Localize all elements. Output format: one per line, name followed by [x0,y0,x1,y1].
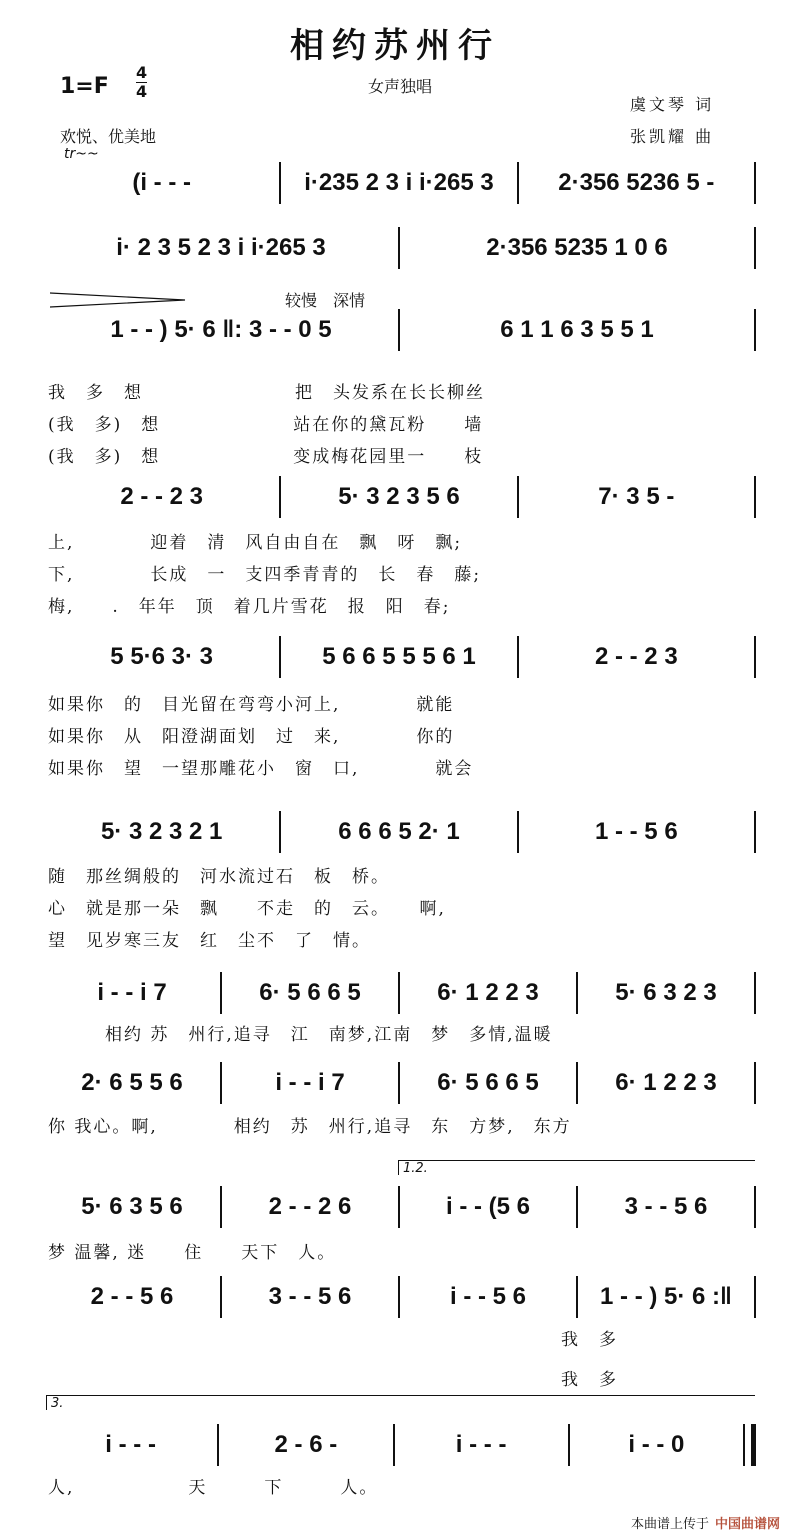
measure: 3 - - 5 6 [268,1283,352,1310]
lyric-line: 下, 长成 一 支四季青青的 长 春 藤; [48,565,482,585]
barline [754,1276,756,1318]
measure: 6· 1 2 2 3 [615,1069,717,1096]
measure: 2·356 5235 1 0 6 [486,234,668,261]
lyric-line: 上, 迎着 清 风自由自在 飘 呀 飘; [48,533,463,553]
key-signature: 1=F [60,74,109,99]
tempo-change: 较慢 深情 [285,291,366,310]
time-bottom: 4 [136,82,148,101]
score-system [44,637,756,677]
time-signature [136,64,147,101]
barline [754,1062,756,1104]
score-system [44,812,756,852]
measure: 7· 3 5 - [598,483,675,510]
site-logo[interactable]: 中国曲谱网 [714,1517,780,1532]
volta-1-2: 1.2. [398,1160,755,1175]
lyric-line: 梅, . 年年 顶 着几片雪花 报 阳 春; [48,597,451,617]
score-system [44,1425,756,1465]
measure: 5· 6 3 2 3 [615,979,717,1006]
measure: i - - - [455,1431,507,1458]
barline [754,972,756,1014]
lyric-line: 人, 天 下 人。 [48,1478,379,1498]
measure: 6· 1 2 2 3 [437,979,539,1006]
barline [754,227,756,269]
measure: i - - (5 6 [445,1193,530,1220]
measure: 5· 6 3 5 6 [81,1193,183,1220]
measure: 5· 3 2 3 2 1 [100,818,223,845]
measure: 5 6 6 5 5 5 6 1 [322,643,476,670]
tempo-marking: 欢悦、优美地 [60,127,157,146]
measure: 6 6 6 5 2· 1 [338,818,460,845]
barline [754,162,756,204]
measure: i - - - [105,1431,156,1458]
barline [743,1424,756,1466]
measure: 1 - - 5 6 [594,818,678,845]
measure: i - - 5 6 [449,1283,527,1310]
barline [754,811,756,853]
measure: 2 - 6 - [274,1431,338,1458]
lyric-line: 相约 苏 州行,追寻 江 南梦,江南 梦 多情,温暖 [48,1025,553,1045]
score-system [44,1187,756,1227]
lyric-line: 我 多 想 把 头发系在长长柳丝 [48,383,485,403]
measure: 1 - - ) 5· 6 :‖ [600,1283,732,1310]
composer: 张凯耀 曲 [630,127,715,146]
measure: i·235 2 3 i i·265 3 [304,169,494,196]
measure: 2·356 5236 5 - [558,169,715,196]
diminuendo-icon [50,290,190,310]
lyric-line: (我 多) 想 变成梅花园里一 枝 [48,447,484,467]
barline [754,476,756,518]
score-system [44,1277,756,1317]
measure: 2 - - 5 6 [90,1283,174,1310]
measure: 2· 6 5 5 6 [81,1069,183,1096]
measure: i - - 0 [628,1431,685,1458]
lyric-line: 心 就是那一朵 飘 不走 的 云。 啊, [48,899,446,919]
score-system [44,973,756,1013]
lyricist: 虞文琴 词 [630,95,715,114]
barline [754,636,756,678]
measure: 5· 3 2 3 5 6 [338,483,460,510]
lyric-line: 如果你 望 一望那雕花小 窗 口, 就会 [48,759,474,779]
trill-marking: tr~~ [64,146,99,162]
measure: 2 - - 2 6 [268,1193,352,1220]
measure: 2 - - 2 3 [594,643,678,670]
measure: 1 - - ) 5· 6 ‖: 3 - - 0 5 [110,316,332,343]
barline [754,1186,756,1228]
measure: 3 - - 5 6 [624,1193,708,1220]
measure: 6· 5 6 6 5 [437,1069,539,1096]
footer [631,1513,780,1532]
barline [754,309,756,351]
measure: 6 1 1 6 3 5 5 1 [500,316,654,343]
lyric-line: 望 见岁寒三友 红 尘不 了 情。 [48,931,458,951]
lyric-line: 我 多 [48,1330,618,1350]
measure: (i - - - [132,169,191,196]
time-top: 4 [136,63,148,82]
measure: 6· 5 6 6 5 [259,979,361,1006]
lyric-line: 你 我心。啊, 相约 苏 州行,追寻 东 方梦, 东方 [48,1117,572,1137]
lyric-line: 随 那丝绸般的 河水流过石 板 桥。 [48,867,477,887]
score-system [44,1063,756,1103]
measure: i - - i 7 [97,979,167,1006]
score-system [44,163,756,203]
measure: i - - i 7 [275,1069,345,1096]
lyric-line: (我 多) 想 站在你的黛瓦粉 墙 [48,415,484,435]
lyric-line: 梦 温馨, 迷 住 天下 人。 [48,1243,337,1263]
lyric-line: 如果你 从 阳澄湖面划 过 来, 你的 [48,727,455,747]
score-system [44,310,756,350]
performance-type: 女声独唱 [368,77,433,96]
upload-note: 本曲谱上传于 [630,1517,709,1532]
measure: 2 - - 2 3 [120,483,204,510]
measure: 5 5·6 3· 3 [110,643,214,670]
volta-3: 3. [46,1395,755,1410]
score-system [44,477,756,517]
lyric-line: 如果你 的 目光留在弯弯小河上, 就能 [48,695,455,715]
score-system [44,228,756,268]
song-title: 相约苏州行 [290,26,500,66]
lyric-line: 我 多 [48,1370,618,1390]
measure: i· 2 3 5 2 3 i i·265 3 [116,234,326,261]
